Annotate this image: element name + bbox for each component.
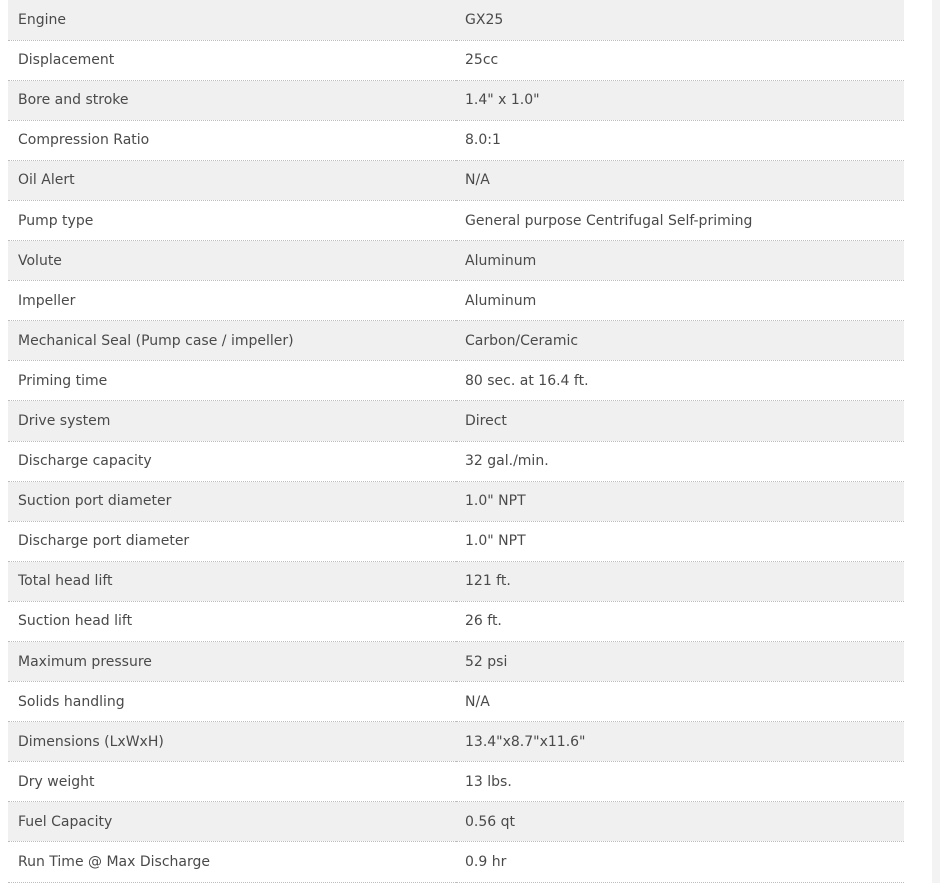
spec-row-suction-head-lift [8, 601, 904, 641]
spec-label: Impeller [8, 281, 456, 321]
spec-value: 52 psi [456, 642, 904, 682]
spec-value: 1.0" NPT [456, 481, 904, 521]
spec-row-mechanical-seal [8, 321, 904, 361]
spec-label: Total head lift [8, 561, 456, 601]
spec-row-pump-type [8, 200, 904, 240]
spec-row-dimensions [8, 722, 904, 762]
spec-row-drive-system [8, 401, 904, 441]
spec-row-run-time [8, 842, 904, 882]
spec-label: Run Time @ Max Discharge [8, 842, 456, 882]
spec-value: 0.9 hr [456, 842, 904, 882]
spec-value: N/A [456, 682, 904, 722]
spec-label: Pump type [8, 200, 456, 240]
spec-value: General purpose Centrifugal Self-priming [456, 200, 904, 240]
spec-label: Maximum pressure [8, 642, 456, 682]
spec-label: Drive system [8, 401, 456, 441]
spec-row-total-head-lift [8, 561, 904, 601]
spec-value: Aluminum [456, 281, 904, 321]
specifications-table [8, 0, 904, 883]
spec-label: Oil Alert [8, 160, 456, 200]
spec-value: 80 sec. at 16.4 ft. [456, 361, 904, 401]
spec-row-suction-port-diameter [8, 481, 904, 521]
spec-row-fuel-capacity [8, 802, 904, 842]
spec-row-discharge-port-diameter [8, 521, 904, 561]
spec-row-displacement [8, 40, 904, 80]
spec-label: Bore and stroke [8, 80, 456, 120]
spec-label: Displacement [8, 40, 456, 80]
spec-row-dry-weight [8, 762, 904, 802]
specifications-table-body [8, 0, 904, 882]
spec-value: 0.56 qt [456, 802, 904, 842]
spec-label: Suction port diameter [8, 481, 456, 521]
spec-label: Engine [8, 0, 456, 40]
spec-value: 13 lbs. [456, 762, 904, 802]
spec-value: 8.0:1 [456, 120, 904, 160]
spec-label: Fuel Capacity [8, 802, 456, 842]
spec-row-volute [8, 241, 904, 281]
spec-label: Volute [8, 241, 456, 281]
spec-label: Dimensions (LxWxH) [8, 722, 456, 762]
spec-row-bore-and-stroke [8, 80, 904, 120]
spec-value: Aluminum [456, 241, 904, 281]
spec-row-discharge-capacity [8, 441, 904, 481]
spec-label: Solids handling [8, 682, 456, 722]
spec-value: 121 ft. [456, 561, 904, 601]
spec-row-priming-time [8, 361, 904, 401]
spec-value: 32 gal./min. [456, 441, 904, 481]
spec-value: 1.0" NPT [456, 521, 904, 561]
spec-label: Mechanical Seal (Pump case / impeller) [8, 321, 456, 361]
spec-value: Direct [456, 401, 904, 441]
spec-row-compression-ratio [8, 120, 904, 160]
spec-row-maximum-pressure [8, 642, 904, 682]
spec-row-engine [8, 0, 904, 40]
spec-value: 26 ft. [456, 601, 904, 641]
page-right-gutter [932, 0, 940, 883]
spec-value: Carbon/Ceramic [456, 321, 904, 361]
spec-label: Compression Ratio [8, 120, 456, 160]
spec-label: Dry weight [8, 762, 456, 802]
spec-label: Suction head lift [8, 601, 456, 641]
spec-value: 1.4" x 1.0" [456, 80, 904, 120]
spec-label: Discharge port diameter [8, 521, 456, 561]
spec-row-solids-handling [8, 682, 904, 722]
spec-row-oil-alert [8, 160, 904, 200]
spec-row-impeller [8, 281, 904, 321]
spec-value: 13.4"x8.7"x11.6" [456, 722, 904, 762]
spec-value: GX25 [456, 0, 904, 40]
spec-label: Discharge capacity [8, 441, 456, 481]
spec-value: N/A [456, 160, 904, 200]
spec-value: 25cc [456, 40, 904, 80]
spec-label: Priming time [8, 361, 456, 401]
